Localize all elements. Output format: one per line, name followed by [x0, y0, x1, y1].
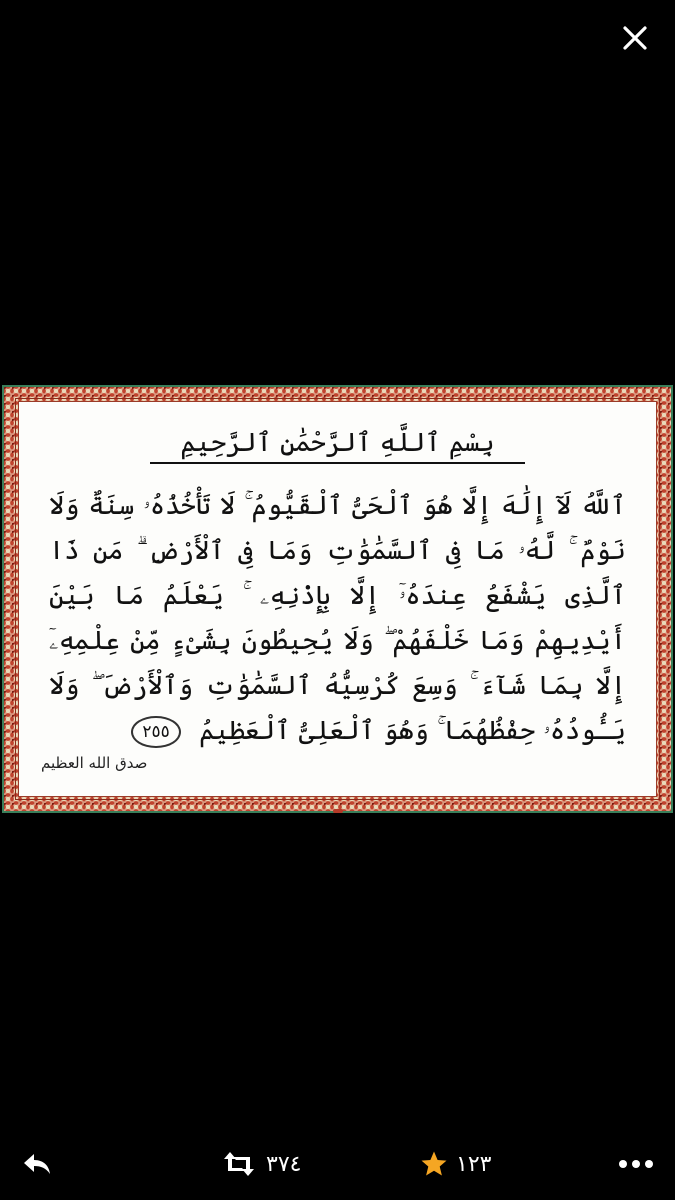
basmala-text: بِسْمِ ٱللَّهِ ٱلرَّحْمَٰنِ ٱلرَّحِيمِ [150, 430, 524, 464]
ayah-text: ٱللَّهُ لَآ إِلَٰهَ إِلَّا هُوَ ٱلْحَىُّ ٱلْقَيُّومُ ۚ لَا تَأْخُذُهُۥ سِنَةٌ وَلَا نَوْمٌ ۚ لَّهُۥ مَا فِى ٱلسَّمَٰوَٰتِ وَمَا فِى ٱلْأَرْضِ ۗ مَن ذَا ٱلَّذِى يَشْفَعُ عِندَهُۥٓ إِلَّا بِإِذْنِهِۦ ۚ يَعْلَمُ مَا بَيْنَ أَيْدِيهِمْ وَمَا خَلْفَهُمْ ۖ وَلَا يُحِيطُونَ بِشَىْءٍ مِّنْ عِلْمِهِۦٓ إِلَّا بِمَا شَآءَ ۚ وَسِعَ كُرْسِيُّهُ ٱلسَّمَٰوَٰتِ وَٱلْأَرْضَ ۖ وَلَا يَـُٔودُهُۥ حِفْظُهُمَا ۚ وَهُوَ ٱلْعَلِىُّ ٱلْعَظِيمُ [49, 491, 626, 746]
more-icon [618, 1158, 654, 1170]
close-icon [617, 20, 653, 56]
ayah-number-badge: ٢٥٥ [131, 716, 180, 748]
tweet-image[interactable] [2, 385, 673, 813]
favorite-count: ١٢٣ [456, 1151, 492, 1177]
star-icon [420, 1150, 448, 1178]
ayah-text-block [49, 484, 626, 754]
retweet-count: ٣٧٤ [266, 1151, 302, 1177]
border-ornament-mark [333, 809, 343, 813]
reply-icon [20, 1149, 54, 1179]
retweet-icon [220, 1149, 258, 1179]
retweet-button[interactable] [220, 1140, 301, 1188]
basmala-heading [19, 430, 656, 464]
favorite-button[interactable] [420, 1140, 491, 1188]
closing-text: صدق الله العظيم [41, 754, 148, 772]
tweet-action-bar [0, 1140, 675, 1188]
ornamental-border [4, 387, 671, 811]
reply-button[interactable] [20, 1140, 54, 1188]
more-options-button[interactable] [618, 1140, 654, 1188]
close-button[interactable] [617, 20, 653, 56]
verse-page [18, 401, 657, 797]
